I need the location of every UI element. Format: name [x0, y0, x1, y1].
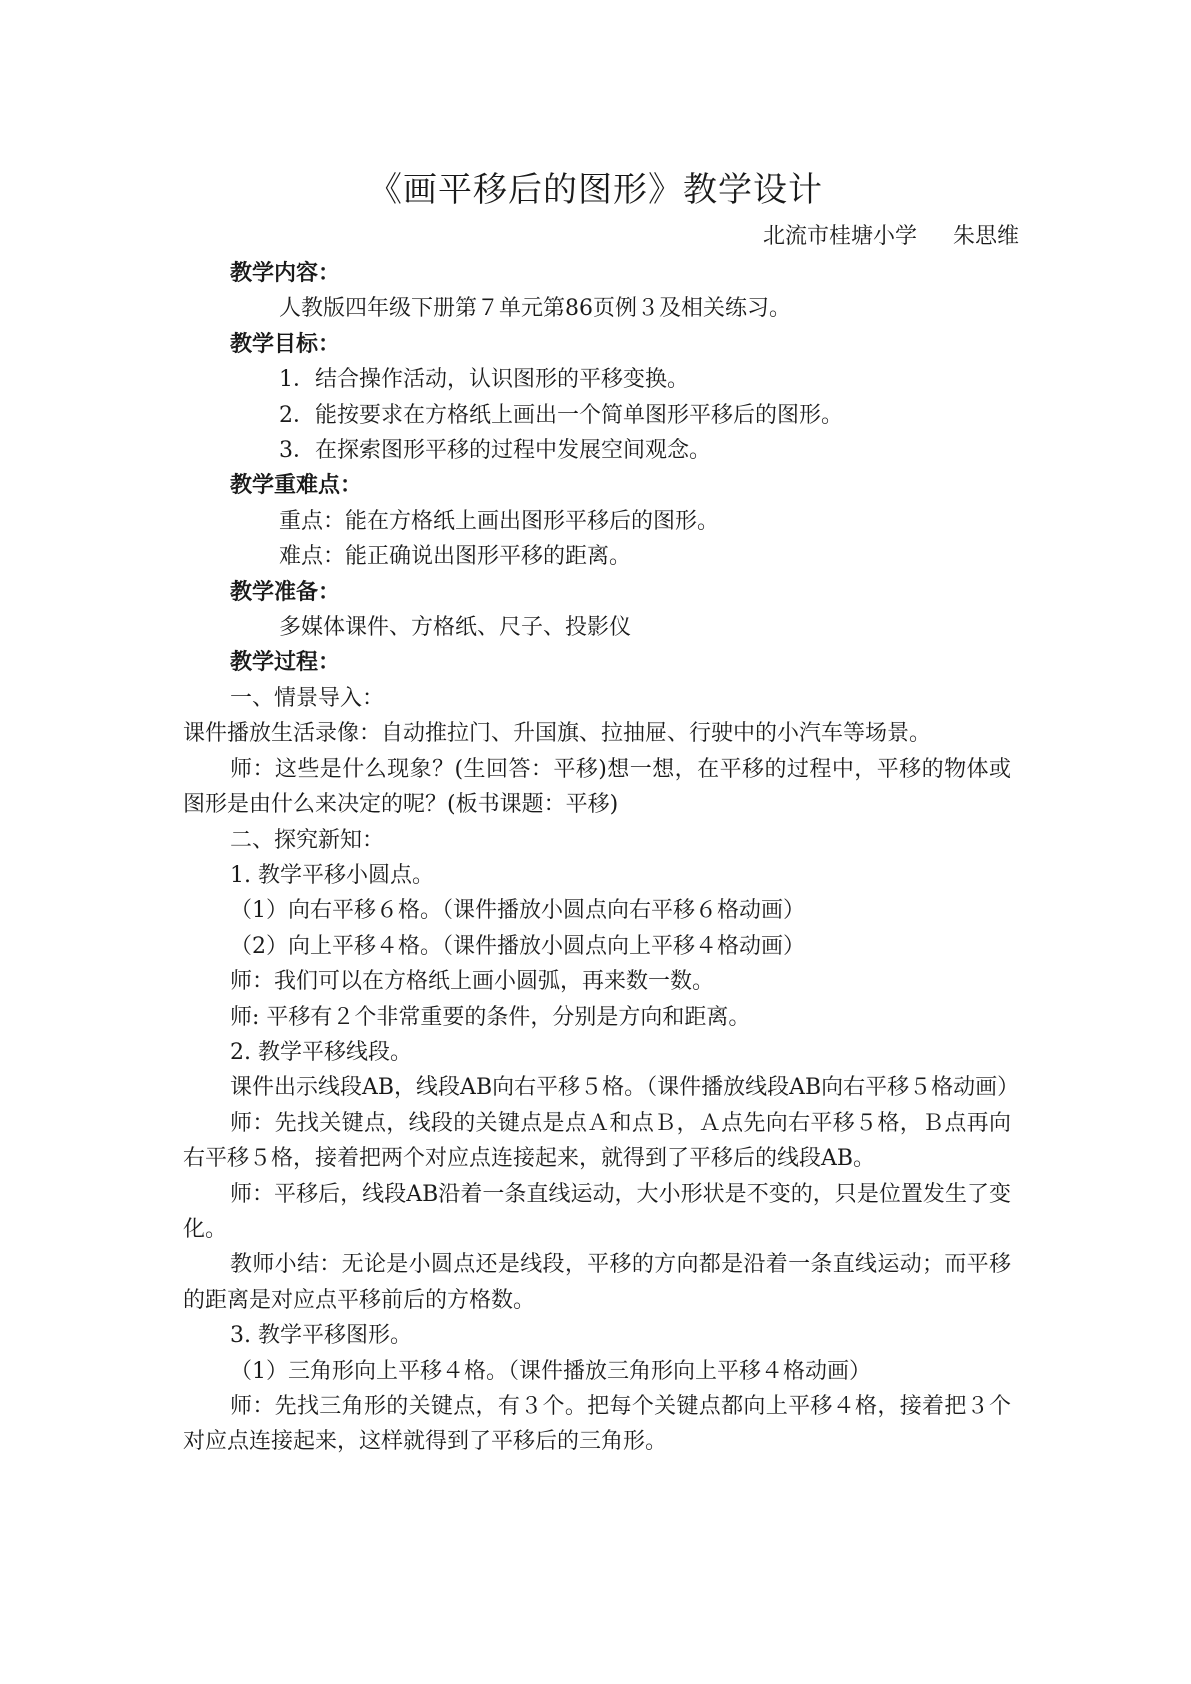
- goal-item-1: 1．结合操作活动，认识图形的平移变换。: [279, 367, 689, 393]
- difficulty-text: 难点：能正确说出图形平移的距离。: [279, 544, 632, 570]
- author-name: 朱思维: [952, 224, 1019, 249]
- step1-teacher-note-2: 师: 平移有２个非常重要的条件，分别是方向和距离。: [230, 1004, 751, 1030]
- step3-paragraph-1: 师：先找三角形的关键点，有３个。把每个关键点都向上平移４格，接着把３个对应点连接起来，这样就得到了平移后的三角形。: [183, 1394, 1011, 1455]
- step1-heading: 1. 教学平移小圆点。: [230, 862, 434, 888]
- step2-paragraph-3: 师：平移后，线段AB沿着一条直线运动，大小形状是不变的，只是位置发生了变化。: [183, 1181, 1011, 1242]
- step2-paragraph-1: 课件出示线段AB，线段AB向右平移５格。（课件播放线段AB向右平移５格动画）: [230, 1075, 1020, 1101]
- document-title: 《画平移后的图形》教学设计: [368, 170, 823, 210]
- step1-teacher-note-1: 师：我们可以在方格纸上画小圆弧，再来数一数。: [230, 969, 715, 995]
- step1-item-b: （2）向上平移４格。（课件播放小圆点向上平移４格动画）: [230, 933, 805, 959]
- section-heading-preparation: 教学准备：: [230, 579, 341, 605]
- step3-heading: 3. 教学平移图形。: [230, 1323, 412, 1349]
- school-name: 北流市桂塘小学: [762, 224, 917, 249]
- process-part2-heading: 二、探究新知：: [230, 827, 385, 853]
- process-part1-heading: 一、情景导入：: [230, 685, 385, 711]
- document-body: [183, 256, 1020, 1460]
- keypoint-text: 重点：能在方格纸上画出图形平移后的图形。: [279, 508, 720, 534]
- step3-item-a: （1）三角形向上平移４格。（课件播放三角形向上平移４格动画）: [230, 1358, 871, 1384]
- step2-heading: 2. 教学平移线段。: [230, 1039, 412, 1065]
- preparation-text: 多媒体课件、方格纸、尺子、投影仪: [279, 615, 632, 641]
- step1-item-a: （1）向右平移６格。（课件播放小圆点向右平移６格动画）: [230, 898, 805, 924]
- content-text: 人教版四年级下册第７单元第86页例３及相关练习。: [279, 296, 791, 322]
- process-paragraph-1: 课件播放生活录像：自动推拉门、升国旗、拉抽屉、行驶中的小汽车等场景。: [183, 721, 932, 747]
- step2-summary: 教师小结：无论是小圆点还是线段，平移的方向都是沿着一条直线运动；而平移的距离是对应点平移前后的方格数。: [183, 1252, 1011, 1313]
- section-heading-keypoints: 教学重难点：: [230, 473, 363, 499]
- goal-item-3: 3．在探索图形平移的过程中发展空间观念。: [279, 438, 711, 464]
- section-heading-content: 教学内容：: [230, 261, 341, 286]
- process-paragraph-2: 师：这些是什么现象？(生回答：平移)想一想，在平移的过程中，平移的物体或图形是由什么来决定的呢？(板书课题：平移): [183, 756, 1011, 818]
- step2-paragraph-2: 师：先找关键点，线段的关键点是点Ａ和点Ｂ，Ａ点先向右平移５格，Ｂ点再向右平移５格，接着把两个对应点连接起来，就得到了平移后的线段AB。: [183, 1110, 1011, 1172]
- section-heading-goals: 教学目标：: [230, 331, 341, 357]
- section-heading-process: 教学过程：: [230, 650, 341, 676]
- author-line: [763, 222, 1019, 252]
- goal-item-2: 2．能按要求在方格纸上画出一个简单图形平移后的图形。: [279, 402, 843, 428]
